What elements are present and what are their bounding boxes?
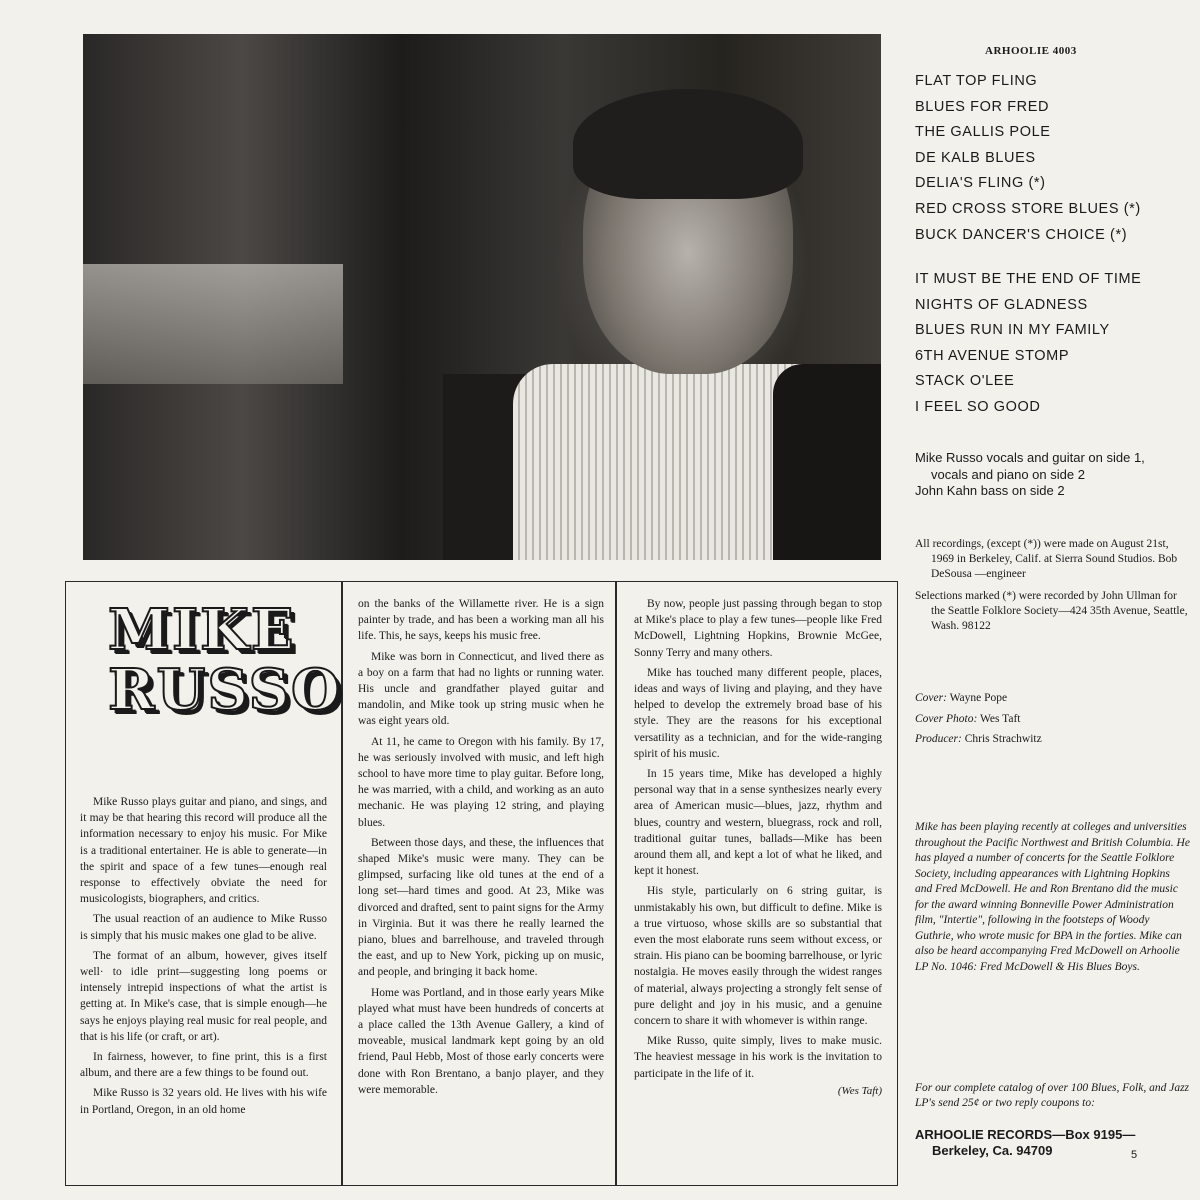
address-line: Berkeley, Ca. 94709 [932, 1143, 1053, 1158]
credit-role: Producer: [915, 733, 962, 745]
track-title: DELIA'S FLING (*) [915, 175, 1046, 192]
author-signature: (Wes Taft) [837, 1084, 882, 1097]
liner-notes-column-1 [80, 794, 327, 1122]
credit-name: Wayne Pope [949, 692, 1008, 704]
personnel-line: John Kahn bass on side 2 [915, 483, 1065, 498]
credits [915, 688, 1190, 750]
paragraph: His style, particularly on 6 string guitar, is unmistakably his own, but difficult to define. Mike is a true virtuoso, whose skills are so substantial that even the most elaborate runs seem without excess, or strain. His piano can be booming barrelhouse, or lyric nostalgia. He moves easily through the widest ranges of material, always projecting a strongly felt sense of pure delight and joy in his music, and a genuine concern to share it with whomever is within range. [634, 885, 882, 1028]
tracklist-side-2 [915, 267, 1141, 421]
artist-title [108, 597, 342, 723]
paragraph: Mike Russo plays guitar and piano, and sings, and it may be that hearing this record will produce all the information necessary to enjoy his music. For Mike is a traditional entertainer. He is able to generate—in the spirit and space of a few tunes—enough real response to effectively obviate the need for musicologists, biographers, and critics. [80, 796, 327, 906]
paragraph: In fairness, however, to fine print, this is a first album, and there are a few things to be found out. [80, 1051, 327, 1080]
credit-name: Chris Strachwitz [964, 733, 1042, 745]
tracklist-side-1 [915, 69, 1141, 248]
paragraph: The usual reaction of an audience to Mike Russo is simply that his music makes one glad to be alive. [80, 913, 327, 942]
recording-note: Selections marked (*) were recorded by John Ullman for the Seattle Folklore Society—424 35th Avenue, Seattle, Wash. 98122 [915, 590, 1188, 632]
title-line: RUSSO [108, 657, 342, 723]
track-title: THE GALLIS POLE [915, 124, 1051, 141]
paragraph: Mike Russo is 32 years old. He lives with his wife in Portland, Oregon, in an old home [80, 1087, 327, 1116]
track-title: BLUES FOR FRED [915, 98, 1050, 115]
recording-note: All recordings, (except (*)) were made on August 21st, 1969 in Berkeley, Calif. at Sierra Sound Studios. Bob DeSousa —engineer [915, 538, 1178, 580]
personnel [915, 450, 1185, 500]
track-title: BUCK DANCER'S CHOICE (*) [915, 226, 1128, 243]
bio-note: Mike has been playing recently at colleges and universities throughout the Pacific Northwest and British Columbia. He has played a number of concerts for the Seattle Folklore Society, including appearances with Lightning Hopkins and Fred McDowell. He and Ron Brentano did the music for the award winning Bonneville Power Administration film, "Intertie", following in the footsteps of Woody Guthrie, who wrote music for BPA in the forties. Mike can also be heard accompanying Fred McDowell on Arhoolie LP No. 1046: Fred McDowell & His Blues Boys. [915, 821, 1190, 973]
label-address [915, 1127, 1195, 1159]
track-title: FLAT TOP FLING [915, 73, 1038, 89]
page-number: 5 [1131, 1149, 1138, 1161]
catalog-number: ARHOOLIE 4003 [985, 45, 1077, 57]
credit-producer [915, 729, 1190, 750]
paragraph: At 11, he came to Oregon with his family. By 17, he was seriously involved with music, and left high school to have more time to play guitar. Before long, he was married, with a child, and working as an auto mechanic. He was playing 12 string, and playing blues. [358, 735, 604, 829]
paragraph: Between those days, and these, the influences that shaped Mike's music were many. They can be glimpsed, surfacing like old tunes at the end of a long set—hard times and good. At 23, Mike was divorced and drafted, sent to paint signs for the Army in Virginia. But it was there he really learned the piano, blues and barrelhouse, and traveled through the east, and up to New York, picking up on music, and people, and bringing it back home. [358, 836, 604, 979]
credit-cover-photo [915, 709, 1190, 730]
paragraph: The format of an album, however, gives itself well· to idle print—suggesting long poems or intensely intrepid inspections of what the artist is getting at. In Mike's case, that is simple enough—he says he enjoys playing real music for real people, and that is his life (or craft, or art). [80, 949, 327, 1043]
track-title: DE KALB BLUES [915, 149, 1036, 166]
track-title: IT MUST BE THE END OF TIME [915, 271, 1142, 287]
recording-notes [915, 537, 1190, 641]
paragraph: In 15 years time, Mike has developed a highly personal way that in a sense synthesizes nearly every area of American music—blues, jazz, rhythm and blues, country and western, bluegrass, rock and roll, traditional guitar tunes, ballads—Mike has been around them all, and kept a lot of what he liked, and kept it honest. [634, 768, 882, 878]
cover-photo [83, 34, 881, 560]
title-line: MIKE [108, 597, 296, 663]
personnel-line: Mike Russo vocals and guitar on side 1, vocals and piano on side 2 [915, 450, 1145, 482]
credit-role: Cover Photo: [915, 712, 978, 725]
track-title: NIGHTS OF GLADNESS [915, 296, 1088, 313]
paragraph: on the banks of the Willamette river. He is a sign painter by trade, and has been a working man all his life. This, he says, keeps his music free. [358, 598, 604, 643]
credit-role: Cover: [915, 692, 947, 704]
track-title: BLUES RUN IN MY FAMILY [915, 322, 1110, 339]
liner-notes-column-2 [358, 596, 604, 1102]
paragraph: Mike Russo, quite simply, lives to make music. The heaviest message in his work is the invitation to participate in the life of it. [634, 1035, 882, 1080]
credit-name: Wes Taft [979, 712, 1021, 725]
liner-notes-column-3 [634, 596, 882, 1099]
credit-cover [915, 688, 1190, 709]
catalog-offer: For our complete catalog of over 100 Blues, Folk, and Jazz LP's send 25¢ or two reply coupons to: [915, 1082, 1190, 1109]
address-line: ARHOOLIE RECORDS—Box 9195— [915, 1127, 1136, 1142]
track-title: I FEEL SO GOOD [915, 398, 1041, 415]
paragraph: Mike has touched many different people, places, ideas and ways of living and playing, and they have helped to develop the extremely broad base of his style. They are the reasons for his exceptional versatility as a technician, and for the wide-ranging spirit of his music. [634, 666, 882, 760]
paragraph: By now, people just passing through began to stop at Mike's place to play a few tunes—people like Fred McDowell, Lightning Hopkins, Brownie McGee, Sonny Terry and many others. [634, 598, 882, 659]
track-title: RED CROSS STORE BLUES (*) [915, 200, 1141, 217]
paragraph: Mike was born in Connecticut, and lived there as a boy on a farm that had no lights or running water. His uncle and grandfather played guitar and mandolin, and Mike took up string music when he was eight years old. [358, 650, 604, 728]
track-title: 6TH AVENUE STOMP [915, 347, 1070, 364]
track-title: STACK O'LEE [915, 373, 1015, 390]
paragraph: Home was Portland, and in those early years Mike played what must have been hundreds of concerts at a place called the 13th Avenue Gallery, a kind of moveable, musical landmark kept going by an old friend, Paul Hebb, Most of those early concerts were done with Ron Brentano, a banjo player, and they were memorable. [358, 986, 604, 1096]
